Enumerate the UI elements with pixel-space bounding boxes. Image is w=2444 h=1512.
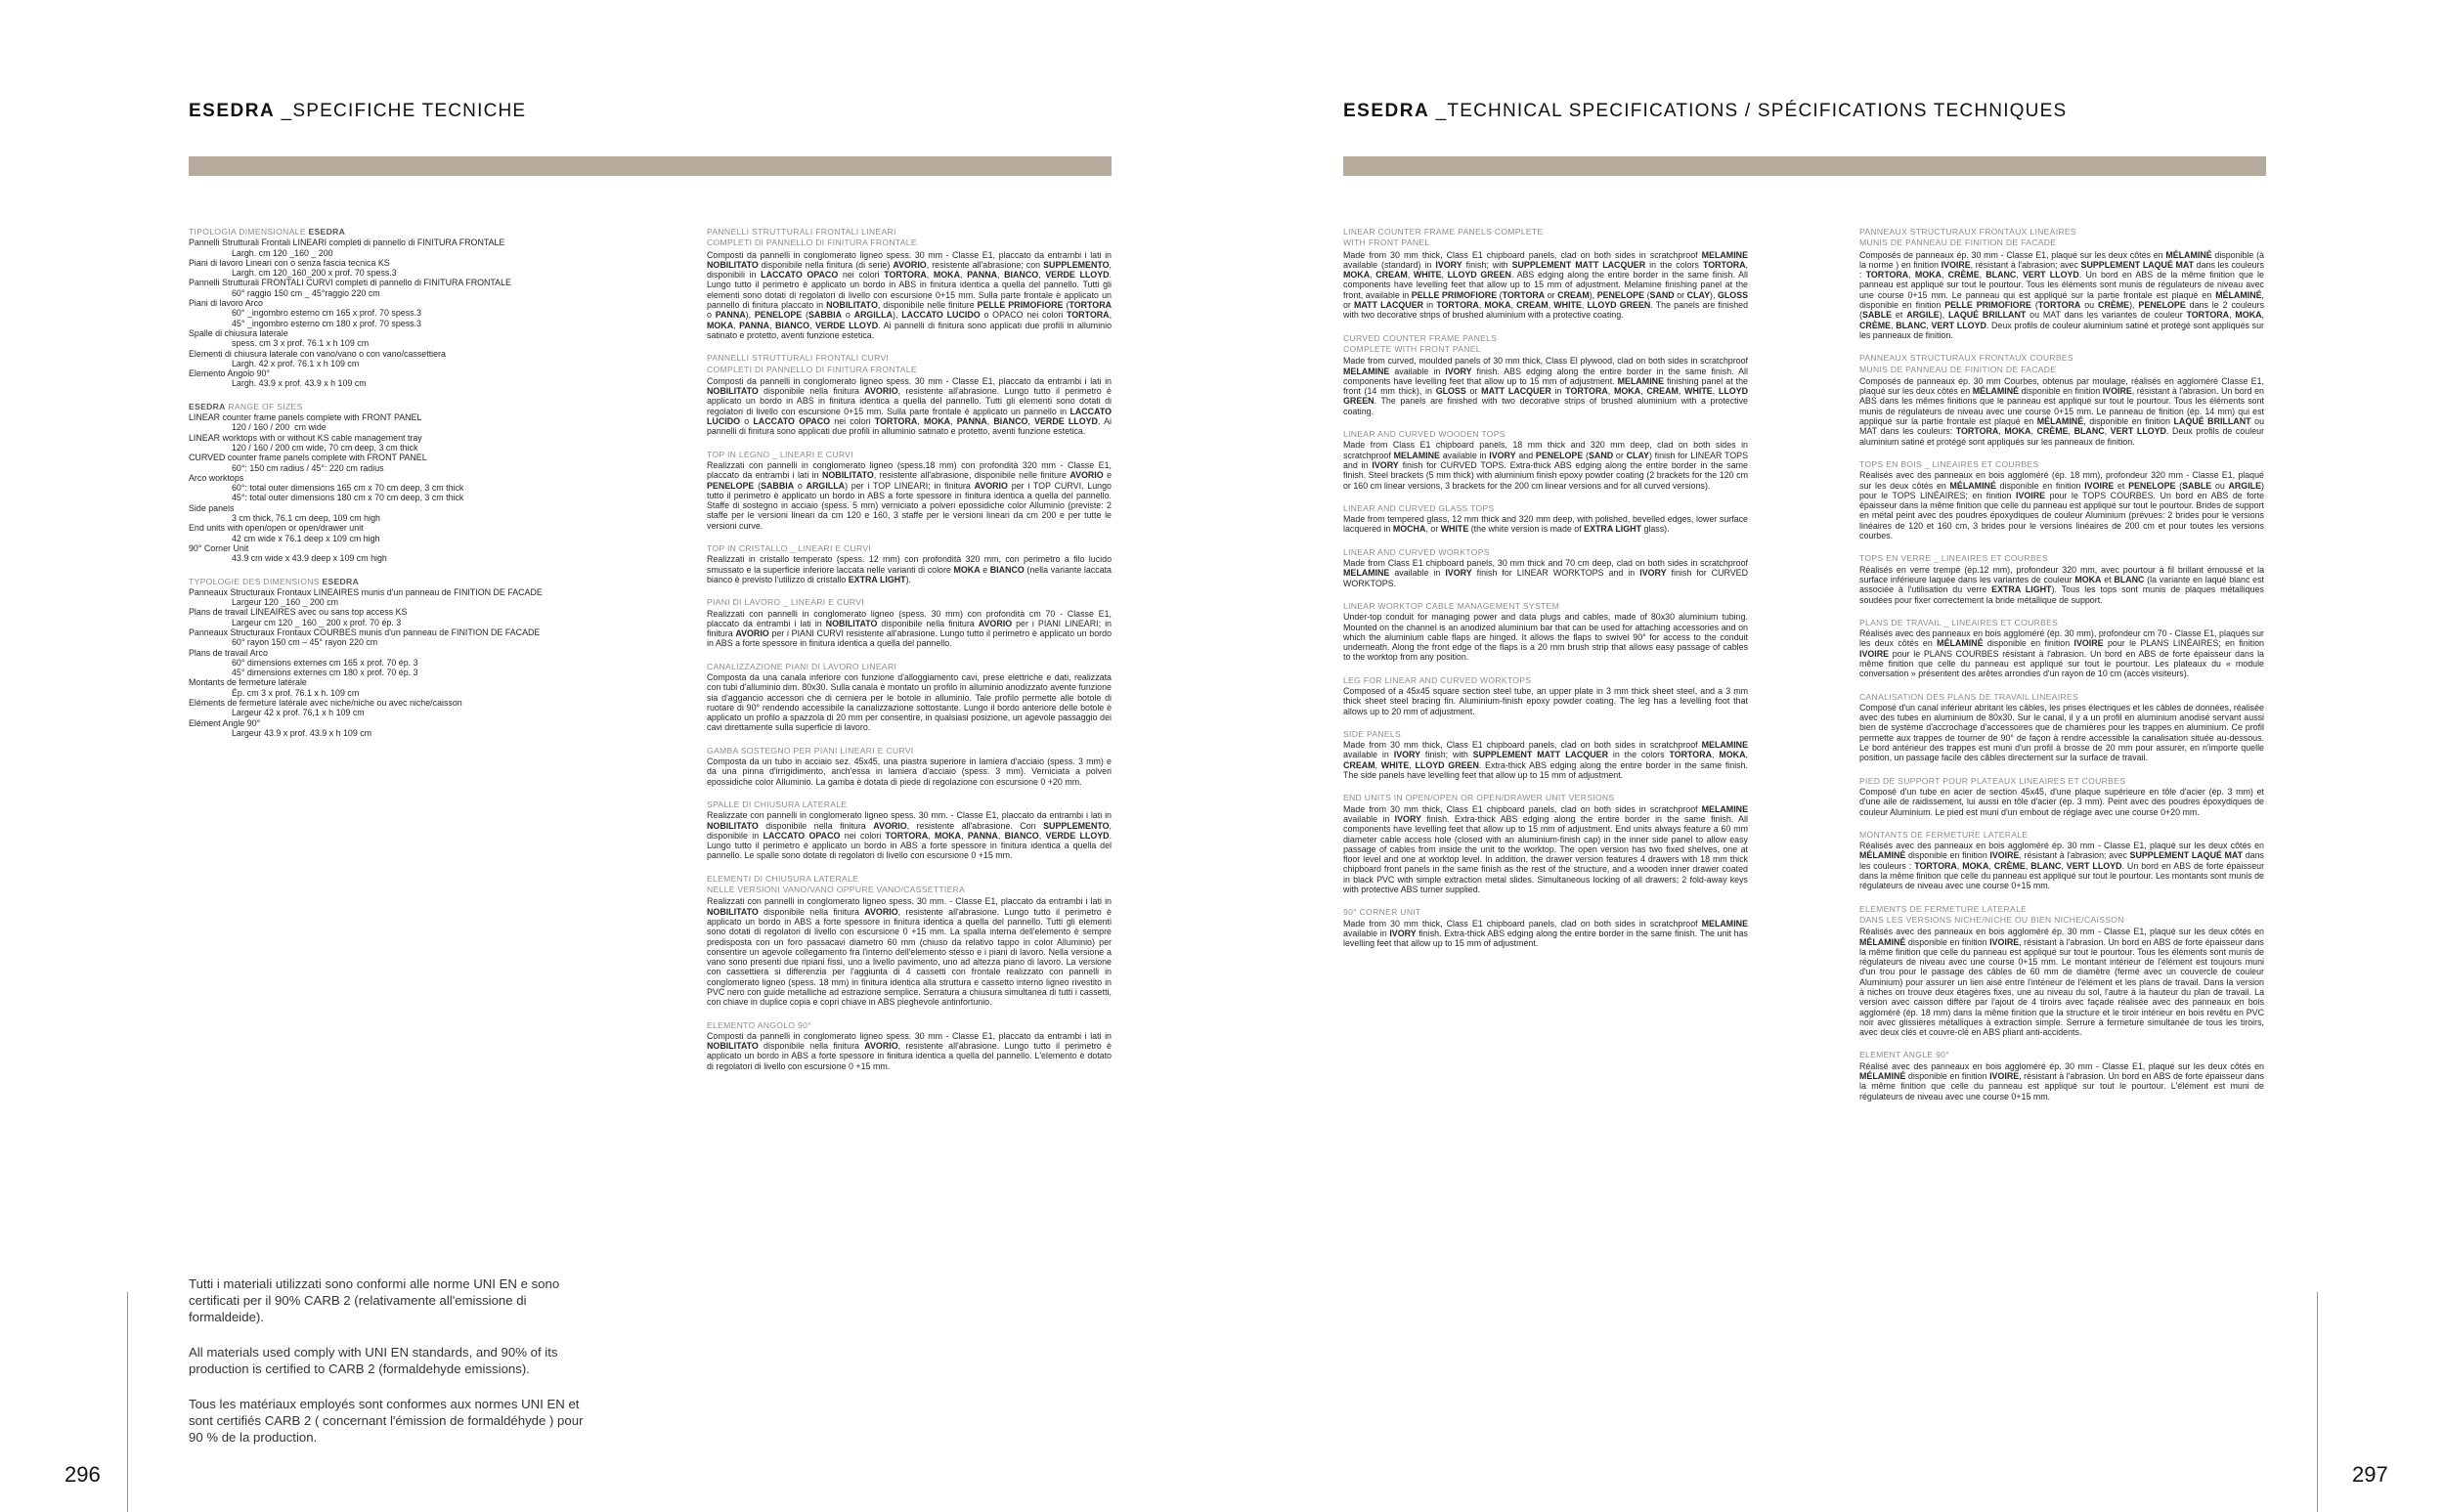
size-line: Montants de fermeture latérale <box>189 677 307 688</box>
section-text: Made from Class E1 chipboard panels, 30 mm thick and 70 cm deep, clad on both sides in scratchproof MELAMINE available in IVORY finish for LINEAR WORKTOPS and in IVORY finish for CURVED WORKTOPS. <box>1343 558 1748 588</box>
size-line: 45° dimensions externes cm 180 x prof. 70 ép. 3 <box>232 668 418 678</box>
size-line: 42 cm wide x 76.1 deep x 109 cm high <box>232 533 380 543</box>
section-text: Composé d'un tube en acier de section 45x45, d'une plaque supérieure en tôle d'acier (ép. 3 mm) et d'une aile de raidissement, lui aussi en tôle d'acier (ép. 3 mm). Peint avec des poudres époxydiques de couleur Aluminium. Le pied est muni d'un embout de réglage avec une course 0+20 mm. <box>1859 786 2264 817</box>
section-text: Realizzati con pannelli in conglomerato ligneo spess. 30 mm. - Classe E1, placcato da entrambi i lati in NOBILITATO disponibile nella finitura AVORIO, resistente all'abrasione. Lungo tutto il perimetro è applicato un bordo in ABS a forte spessore in finitura identica a quella del pannello. Tutti gli elementi sono dotati di regolatori di livello con escursione 0 +15 mm. La spalla interna dell'elemento è sempre predisposta con un foro passacavi diametro 60 mm (chiuso da relativo tappo in color Alluminio) per consentire un agevole collegamento fra l'interno dell'elemento stesso e i piani di lavoro. Nella versione a vano sono presenti due ripiani fissi, uno a livello pavimento, uno ad altezza piano di lavoro. La versione con cassettiera si differenzia per l'aggiunta di 4 cassetti con frontale realizzato con pannelli in conglomerato ligneo (spess. 18 mm) in finitura identica alla struttura e cassetto interno ligneo rivestito in PVC nero con guide metalliche ad estrazione semplice. Serratura a chiusura simultanea di tutti i cassetti, con chiave in duplice copia e copri chiave in ABS pieghevole antinfortunio. <box>707 896 1112 1008</box>
page-title-left: ESEDRA _SPECIFICHE TECNICHE <box>189 101 527 121</box>
section-text: Realizzate con pannelli in conglomerato ligneo spess. 30 mm. - Classe E1, placcato da entrambi i lati in NOBILITATO disponibile nella finitura AVORIO, resistente all'abrasione. Con SUPPLEMENTO, disponibile in LACCATO OPACO nei colori TORTORA, MOKA, PANNA, BIANCO, VERDE LLOYD. Lungo tutto il perimetro è applicato un bordo in ABS a forte spessore in finitura identica a quella del pannello. Le spalle sono dotate di regolatori di livello con escursione 0 +15 mm. <box>707 810 1113 861</box>
size-line: Plans de travail Arco <box>189 647 268 658</box>
section-text: Made from 30 mm thick, Class E1 chipboard panels, clad on both sides in scratchproof MELAMINE available (standard) in IVORY finish; with SUPPLEMENT MATT LACQUER in the colors TORTORA, MOKA, CREAM, WHITE, LLOYD GREEN. ABS edging along the entire border in the same finish. All components have levelling feet that allow up to 15 mm of adjustment. Melamine finishing panel at the front, available in PELLE PRIMOFIORE (TORTORA or CREAM), PENELOPE (SAND or CLAY), GLOSS or MATT LACQUER in TORTORA, MOKA, CREAM, WHITE, LLOYD GREEN. The panels are finished with two decorative strips of brushed aluminium with a protective coating. <box>1343 249 1749 321</box>
size-line: 3 cm thick, 76.1 cm deep, 109 cm high <box>232 513 380 524</box>
size-line: 43.9 cm wide x 43.9 deep x 109 cm high <box>232 553 387 564</box>
section-heading: CANALIZZAZIONE PIANI DI LAVORO LINEARI <box>707 661 897 671</box>
size-line: Eléments de fermeture latérale avec niche/niche ou avec niche/caisson <box>189 698 462 709</box>
section-subheading: MUNIS DE PANNEAU DE FINITION DE FACADE <box>1859 238 2057 248</box>
section-heading: LINEAR AND CURVED WOODEN TOPS <box>1343 429 1506 440</box>
section-text: Composti da pannelli in conglomerato ligneo spess. 30 mm - Classe E1, placcato da entrambi i lati in NOBILITATO disponibile nella finitura (di serie) AVORIO, resistente all'abrasione; con SUPPLEMENTO, disponibili in LACCATO OPACO nei colori TORTORA, MOKA, PANNA, BIANCO, VERDE LLOYD. Lungo tutto il perimetro è applicato un bordo in ABS in finitura identica a quella del pannello. Tutti gli elementi sono dotati di regolatori di livello con escursione 0+15 mm. Sulla parte frontale è applicato un pannello di finitura placcato in NOBILITATO, disponibile nelle finiture PELLE PRIMOFIORE (TORTORA o PANNA), PENELOPE (SABBIA o ARGILLA), LACCATO LUCIDO o OPACO nei colori TORTORA, MOKA, PANNA, BIANCO, VERDE LLOYD. Ai pannelli di finitura sono applicati due profili in alluminio satinato e protetto, aventi funzione estetica. <box>707 249 1113 340</box>
page-number-left: 296 <box>65 1462 101 1487</box>
section-text: Realizzati in cristallo temperato (spess. 12 mm) con profondità 320 mm, con perimetro a filo lucido smussato e la superficie inferiore laccata nelle varianti di colore MOKA e BIANCO (nella variante laccata bianco è previsto l'utilizzo di cristallo EXTRA LIGHT). <box>707 554 1112 584</box>
section-text: Réalisés avec des panneaux en bois aggloméré (ép. 18 mm), profondeur 320 mm - Classe E1, plaqué sur les deux côtés en MÉLAMINÉ disponible en finition IVOIRE et PENELOPE (SABLE ou ARGILE) pour le TOPS LINÉAIRES; en finition IVOIRE pour le TOPS COURBES. Un bord en ABS de forte épaisseur dans la même finition que celle du panneau est appliqué sur tout le pourtour. Brides de support en métal peint avec des poudres époxydiques de couleur Aluminium (prévues: 2 brides pour le versions linéaires de 120 et 160 cm, 3 brides pour le versions linéaires de 200 cm et pour toutes les versions courbes. <box>1859 470 2264 541</box>
section-heading: GAMBA SOSTEGNO PER PIANI LINEARI E CURVI <box>707 745 914 756</box>
size-line: spess. cm 3 x prof. 76.1 x h 109 cm <box>232 338 370 349</box>
size-line: Largh. cm 120_160_200 x prof. 70 spess.3 <box>232 268 397 279</box>
size-line: End units with open/open or open/drawer unit <box>189 523 364 534</box>
section-text: Composti da pannelli in conglomerato ligneo spess. 30 mm - Classe E1, placcato da entrambi i lati in NOBILITATO disponibile nella finitura AVORIO, resistente all'abrasione. Lungo tutto il perimetro è applicato un bordo in ABS in finitura identica a quella del pannello. Tutti gli elementi sono dotati di regolatori di livello con escursione 0+15 mm. Sulla parte frontale è applicato un pannello in LACCATO LUCIDO o LACCATO OPACO nei colori TORTORA, MOKA, PANNA, BIANCO, VERDE LLOYD. Ai pannelli di finitura sono applicati due profili in alluminio satinato e protetto, aventi funzione estetica. <box>707 375 1113 437</box>
section-heading: LEG FOR LINEAR AND CURVED WORKTOPS <box>1343 674 1532 685</box>
section-heading: ELEMENTS DE FERMETURE LATERALE <box>1859 903 2028 914</box>
section-heading: PIED DE SUPPORT POUR PLATEAUX LINEAIRES ET COURBES <box>1859 775 2126 786</box>
footnote-en: All materials used comply with UNI EN standards, and 90% of its production is certified to CARB 2 (formaldehyde emissions). <box>189 1345 558 1376</box>
section-heading: PLANS DE TRAVAIL _ LINEAIRES ET COURBES <box>1859 617 2059 627</box>
size-line: Piani di lavoro Arco <box>189 298 263 309</box>
section-text: Made from Class E1 chipboard panels, 18 mm thick and 320 mm deep, clad on both sides in scratchproof MELAMINE available in IVORY and PENELOPE (SAND or CLAY) finish for LINEAR TOPS and in IVORY finish for CURVED TOPS. Extra-thick ABS edging along the entire border in the same finish. Steel brackets (5 mm thick) with aluminium finish epoxy powder coating (2 brackets for the 120 cm or 160 cm linear versions, 3 brackets for the 200 cm linear versions and for all curved versions). <box>1343 440 1748 491</box>
section-text: Made from 30 mm thick, Class E1 chipboard panels, clad on both sides in scratchproof MELAMINE available in IVORY finish. Extra-thick ABS edging along the entire border in the same finish. The unit has levelling feet that allow up to 15 mm of adjustment. <box>1343 918 1748 949</box>
section-heading: PIANI DI LAVORO _ LINEARI E CURVI <box>707 597 864 608</box>
section-text: Réalisés en verre trempé (ép.12 mm), profondeur 320 mm, avec pourtour à fil brillant émoussé et la surface inférieure laquée dans les variantes de couleur MOKA et BLANC (la variante en laqué blanc est associée à l'utilisation du verre EXTRA LIGHT). Tous les tops sont munis de plaques métalliques soudées pour fixer correctement la bride métallique de support. <box>1859 564 2264 605</box>
section-heading: LINEAR AND CURVED WORKTOPS <box>1343 546 1490 557</box>
page-number-right: 297 <box>2352 1462 2388 1487</box>
section-text: Realizzati con pannelli in conglomerato ligneo (spess.18 mm) con profondità 320 mm - Classe E1, placcato da entrambi i lati in NOBILITATO, resistente all'abrasione, disponibile nelle finiture AVORIO e PENELOPE (SABBIA o ARGILLA) per i TOP LINEARI; in finitura AVORIO per i TOP CURVI. Lungo tutto il perimetro è applicato un bordo in ABS a forte spessore in finitura identica a quella del pannello. Staffe di sostegno in acciaio (spess. 5 mm) verniciato a polveri epossidiche color Alluminio (previste: 2 staffe per le versioni lineari da cm 120 e 160, 3 staffe per le versioni lineari da cm 200 e per tutte le versioni curve. <box>707 459 1113 531</box>
section-subheading: COMPLETE WITH FRONT PANEL <box>1343 343 1481 354</box>
footnote-fr: Tous les matériaux employés sont conformes aux normes UNI EN et sont certifiés CARB 2 ( concernant l'émission de formaldéhyde ) pour 90 % de la production. <box>189 1397 584 1445</box>
section-heading: CURVED COUNTER FRAME PANELS <box>1343 332 1498 343</box>
section-heading: PANNELLI STRUTTURALI FRONTALI CURVI <box>707 353 890 364</box>
size-line: Panneaux Structuraux Frontaux LINEAIRES munis d'un panneau de FINITION DE FACADE <box>189 586 543 597</box>
size-line: Arco worktops <box>189 472 244 483</box>
section-text: Composta da una canala inferiore con funzione d'alloggiamento cavi, prese elettriche e dati, realizzata con tubi d'alluminio dim. 80x30. Sulla canala è montato un profilo in alluminio anodizzato avente funzione sia d'aggancio accessori che di cerniera per le botole in alluminio. Tale profilo permette alle botole di ruotare di 90° rendendo accessibile la canalizzazione sottostante. Lungo il bordo anteriore delle botole è applicato un profilo a spazzola di 20 mm per consentire, in qualsiasi posizione, un agevole passaggio dei cavi direttamente sulla superficie di lavoro. <box>707 671 1112 733</box>
size-line: Largeur 42 x prof. 76,1 x h 109 cm <box>232 708 365 718</box>
size-section-heading: TIPOLOGIA DIMENSIONALE ESEDRA <box>189 227 346 237</box>
section-text: Composés de panneaux ép. 30 mm - Classe E1, plaqué sur les deux côtés en MÉLAMINÉ disponible (à la norme ) en finition IVOIRE, résistant à l'abrasion; avec SUPPLEMENT LAQUÉ MAT dans les couleurs : TORTORA, MOKA, CRÈME, BLANC, VERT LLOYD. Un bord en ABS de la même finition que le panneau est appliqué sur tout le pourtour. Tous les éléments sont munis de régulateurs de niveau avec une course 0+15 mm. Le panneau qui est appliqué sur la partie frontale est plaqué en MÉLAMINÉ, disponible en finition PELLE PRIMOFIORE (TORTORA ou CRÈME), PENELOPE dans le 2 couleurs (SABLE et ARGILE), LAQUÉ BRILLANT ou MAT dans les variantes de couleur TORTORA, MOKA, CRÈME, BLANC, VERT LLOYD. Deux profils de couleur aluminium satiné et protégé sont appliqués sur les panneaux de finition. <box>1859 249 2265 340</box>
size-line: 60° raggio 150 cm _ 45°raggio 220 cm <box>232 287 380 298</box>
section-text: Made from 30 mm thick, Class E1 chipboard panels, clad on both sides in scratchproof MELAMINE available in IVORY finish; with SUPPLEMENT MATT LACQUER in the colors TORTORA, MOKA, CREAM, WHITE, LLOYD GREEN. Extra-thick ABS edging along the entire border in the same finish. The side panels have levelling feet that allow up to 15 mm of adjustment. <box>1343 740 1749 781</box>
size-line: Pannelli Strutturali FRONTALI CURVI completi di pannello di FINITURA FRONTALE <box>189 278 511 288</box>
size-section-heading: ESEDRA RANGE OF SIZES <box>189 401 303 411</box>
section-heading: LINEAR AND CURVED GLASS TOPS <box>1343 502 1495 513</box>
section-text: Realizzati con pannelli in conglomerato ligneo (spess. 30 mm) con profondità cm 70 - Classe E1, placcato da entrambi i lati in NOBILITATO disponibile nella finitura AVORIO per i PIANI LINEARI; in finitura AVORIO per i PIANI CURVI resistente all'abrasione. Lungo tutto il perimetro è applicato un bordo in ABS a forte spessore in finitura identica a quella del pannello. <box>707 608 1113 649</box>
section-heading: ELEMENT ANGLE 90° <box>1859 1050 1949 1060</box>
section-text: Composé d'un canal inférieur abritant les câbles, les prises électriques et les câbles de données, réalisée avec des tubes en aluminium de 80x30. Sur le canal, il y a un profil en aluminium anodisé servant aussi bien de système d'accrochage d'accessoires que de charnières pour les trappes en aluminium. Ce profil permette aux trappes de tourner de 90° de façon à rendre accessible la canalisation située au-dessous. Le bord antérieur des trappes est muni d'un profil à brosse de 20 mm pour assurer, en n'importe quelle position, un passage facile des câbles directement sur la surface de travail. <box>1859 702 2264 763</box>
section-text: Composés de panneaux ép. 30 mm Courbes, obtenus par moulage, réalisés en aggloméré Classe E1, plaqué sur les deux côtés en MÉLAMINÉ disponible en finition IVOIRE, résistant à l'abrasion. Un bord en ABS dans les mêmes finitions que le panneau est appliqué sur tout le pourtour. Tous les éléments sont munis de régulateurs de niveau avec une course 0+15 mm. Le panneau de finition (ép. 14 mm) qui est appliqué sur la partie frontale est plaqué en MÉLAMINÉ, disponible en finition LAQUÉ BRILLANT ou MAT dans les couleurs: TORTORA, MOKA, CRÈME, BLANC, VERT LLOYD. Deux profils de couleur aluminium satiné et protégé sont appliqués sur les panneaux de finition. <box>1859 375 2265 447</box>
section-heading: PANNEAUX STRUCTURAUX FRONTAUX LINEAIRES <box>1859 227 2076 237</box>
size-line: LINEAR counter frame panels complete with FRONT PANEL <box>189 412 422 423</box>
section-subheading: COMPLETI DI PANNELLO DI FINITURA FRONTALE <box>707 238 917 248</box>
size-line: Largeur cm 120 _ 160 _ 200 x prof. 70 ép. 3 <box>232 617 402 627</box>
section-heading: PANNELLI STRUTTURALI FRONTALI LINEARI <box>707 227 896 237</box>
section-text: Under-top conduit for managing power and data plugs and cables, made of 80x30 aluminium tubing. Mounted on the channel is an anodized aluminium bar that can be used for attaching accessories and on which the aluminium cable flaps are hinged. It allows the flaps to swivel 90° for access to the conduit underneath. Along the front edge of the flaps is a 20 mm brush strip that allows easy passage of cables to the worktop from any position. <box>1343 612 1748 663</box>
section-text: Réalisés avec des panneaux en bois aggloméré ép. 30 mm - Classe E1, plaqué sur les deux côtés en MÉLAMINÉ disponible en finition IVOIRE, résistant à l'abrasion; avec SUPPLEMENT LAQUÉ MAT dans les couleurs : TORTORA, MOKA, CRÈME, BLANC, VERT LLOYD. Un bord en ABS de forte épaisseur dans la même finition que celle du panneau est appliqué sur tout le pourtour. Les montants sont munis de régulateurs de niveau avec une course 0+15 mm. <box>1859 841 2265 891</box>
size-line: Elemento Angolo 90° <box>189 368 270 379</box>
page-margin-line-left <box>127 1292 128 1512</box>
section-subheading: DANS LES VERSIONS NICHE/NICHE OU BIEN NICHE/CAISSON <box>1859 914 2124 925</box>
size-line: Largh. cm 120 _160 _ 200 <box>232 247 333 258</box>
section-heading: TOP IN CRISTALLO _ LINEARI E CURVI <box>707 543 872 554</box>
size-line: 90° Corner Unit <box>189 542 249 553</box>
header-rule-bar-left <box>189 156 1112 176</box>
size-line: Plans de travail LINEAIRES avec ou sans top access KS <box>189 607 408 618</box>
size-line: Pannelli Strutturali Frontali LINEARI completi di pannello di FINITURA FRONTALE <box>189 238 505 248</box>
size-line: 60°: 150 cm radius / 45°: 220 cm radius <box>232 462 384 473</box>
section-subheading: COMPLETI DI PANNELLO DI FINITURA FRONTALE <box>707 364 917 374</box>
section-heading: MONTANTS DE FERMETURE LATERALE <box>1859 829 2029 840</box>
section-subheading: MUNIS DE PANNEAU DE FINITION DE FACADE <box>1859 364 2057 374</box>
section-heading: LINEAR COUNTER FRAME PANELS COMPLETE <box>1343 227 1544 237</box>
header-rule-bar-right <box>1343 156 2266 176</box>
section-heading: PANNEAUX STRUCTURAUX FRONTAUX COURBES <box>1859 353 2073 364</box>
size-line: CURVED counter frame panels complete with FRONT PANEL <box>189 453 427 463</box>
size-line: Largh. 42 x prof. 76.1 x h 109 cm <box>232 358 360 368</box>
size-line: 60° _ingombro esterno cm 165 x prof. 70 spess.3 <box>232 308 421 319</box>
size-line: 60° rayon 150 cm – 45° rayon 220 cm <box>232 637 378 648</box>
size-line: Largeur 43.9 x prof. 43.9 x h 109 cm <box>232 727 372 738</box>
section-heading: CANALISATION DES PLANS DE TRAVAIL LINEAIRES <box>1859 691 2078 702</box>
section-text: Made from tempered glass, 12 mm thick and 320 mm deep, with polished, bevelled edges, lower surface lacquered in MOCHA, or WHITE (the white version is made of EXTRA LIGHT glass). <box>1343 514 1748 535</box>
section-heading: SPALLE DI CHIUSURA LATERALE <box>707 799 848 809</box>
section-text: Composti da pannelli in conglomerato ligneo spess. 30 mm - Classe E1, placcato da entrambi i lati in NOBILITATO disponibile nella finitura AVORIO, resistente all'abrasione. Lungo tutto il perimetro è applicato un bordo in ABS a forte spessore in finitura identica a quella del pannello. L'elemento è dotato di regolatori di livello con escursione 0 +15 mm. <box>707 1030 1112 1071</box>
section-text: Réalisés avec des panneaux en bois aggloméré ép. 30 mm - Classe E1, plaqué sur les deux côtés en MÉLAMINÉ disponible en finition IVOIRE, résistant à l'abrasion. Un bord en ABS de forte épaisseur dans la même finition que celle du panneau est appliqué sur tout le pourtour. Tous les éléments sont munis de régulateurs de niveau avec une course 0+15 mm. Le montant intérieur de l'élément est toujours muni d'un trou pour le passage des câbles de 60 mm de diamètre (fermé avec un couvercle de couleur Aluminium) pour assurer un lien aisé entre l'intérieur de l'élément et les plans de travail. Dans la version à niches on trouve deux étagères fixes, une au niveau du sol, l'autre à la hauteur du plan de travail. La version avec caisson diffère par l'ajout de 4 tiroirs avec façade réalisée avec des panneaux en bois aggloméré (ép. 18 mm) dans la même finition que la structure et le tiroir intérieur en bois revêtu en PVC noir avec glissières métalliques à extraction simple. Serrure à fermeture simultanée de tous les tiroirs, avec deux clés et couvre-clé en ABS pliant anti-accidents. <box>1859 927 2264 1038</box>
size-line: Piani di lavoro Lineari con o senza fascia tecnica KS <box>189 257 390 268</box>
page-title-right: ESEDRA _TECHNICAL SPECIFICATIONS / SPÉCIFICATIONS TECHNIQUES <box>1343 101 2068 121</box>
french-specs-column <box>1859 227 2264 1439</box>
section-text: Composta da un tubo in acciaio sez. 45x45, una piastra superiore in lamiera d'acciaio (spess. 3 mm) e da una pinna d'irrigidimento, anch'essa in lamiera d'acciaio (spess. 3 mm). Verniciata a polveri epossidiche color Alluminio. La gamba è dotata di piede di regolazione con escursione 0 +20 mm. <box>707 756 1112 787</box>
section-subheading: NELLE VERSIONI VANO/VANO OPPURE VANO/CASSETTIERA <box>707 885 966 895</box>
page-margin-line-right <box>2317 1292 2318 1512</box>
size-line: Side panels <box>189 502 235 513</box>
size-line: LINEAR worktops with or without KS cable management tray <box>189 432 422 443</box>
section-subheading: WITH FRONT PANEL <box>1343 238 1430 248</box>
size-line: Largeur 120 _160 _ 200 cm <box>232 597 339 608</box>
section-heading: LINEAR WORKTOP CABLE MANAGEMENT SYSTEM <box>1343 600 1560 611</box>
size-section-heading: TYPOLOGIE DES DIMENSIONS ESEDRA <box>189 576 360 586</box>
size-line: 120 / 160 / 200 cm wide <box>232 422 327 433</box>
materials-footnote <box>189 1275 599 1464</box>
section-heading: TOPS EN VERRE _ LINEAIRES ET COURBES <box>1859 553 2048 564</box>
size-range-column <box>189 227 589 738</box>
section-heading: TOPS EN BOIS _ LINEAIRES ET COURBES <box>1859 458 2039 469</box>
section-text: Composed of a 45x45 square section steel tube, an upper plate in 3 mm thick sheet steel, and a 3 mm thick sheet steel bracing fin. Aluminium-finish epoxy powder coating. The leg has a levelling foot that allows up to 20 mm of adjustment. <box>1343 685 1748 716</box>
section-text: Made from 30 mm thick, Class E1 chipboard panels, clad on both sides in scratchproof MELAMINE available in IVORY finish. Extra-thick ABS edging along the entire border in the same finish. All components have levelling feet that allow up to 15 mm of adjustment. End units always feature a 60 mm diameter cable access hole (closed with an aluminium-finish cap) in the inner side panel to allow easy passage of cables from inside the unit to the worktop. The open version has two fixed shelves, one at floor level and one at worktop level. In addition, the drawer version features 4 drawers with 18 mm thick chipboard front panels in the same finish as the rest of the structure, and a wooden inner drawer coated in black PVC with simple extraction metal slides. Simultaneous locking of all drawers; 2 fold-away keys with protective ABS turner supplied. <box>1343 803 1748 895</box>
section-text: Réalisé avec des panneaux en bois aggloméré ép. 30 mm - Classe E1, plaqué sur les deux côtés en MÉLAMINÉ disponible en finition IVOIRE, résistant à l'abrasion. Un bord en ABS de forte épaisseur dans la même finition que celle du panneau est appliqué sur tout le pourtour. L'élément est muni de régulateurs de niveau avec une course 0+15 mm. <box>1859 1060 2264 1102</box>
size-line: 60°: total outer dimensions 165 cm x 70 cm deep, 3 cm thick <box>232 483 464 494</box>
section-heading: ELEMENTO ANGOLO 90° <box>707 1019 811 1030</box>
section-heading: TOP IN LEGNO _ LINEARI E CURVI <box>707 449 853 459</box>
size-line: Elément Angle 90° <box>189 717 261 728</box>
right-page <box>1222 0 2444 1512</box>
size-line: 60° dimensions externes cm 165 x prof. 70 ép. 3 <box>232 657 418 668</box>
section-heading: 90° CORNER UNIT <box>1343 907 1421 918</box>
size-line: Ép. cm 3 x prof. 76.1 x h. 109 cm <box>232 687 360 698</box>
size-line: 120 / 160 / 200 cm wide, 70 cm deep, 3 cm thick <box>232 442 418 453</box>
section-heading: SIDE PANELS <box>1343 728 1402 739</box>
size-line: Panneaux Structuraux Frontaux COURBES munis d'un panneau de FINITION DE FACADE <box>189 626 541 637</box>
size-line: 45°: total outer dimensions 180 cm x 70 cm deep, 3 cm thick <box>232 493 464 503</box>
section-text: Made from curved, moulded panels of 30 mm thick, Class El plywood, clad on both sides in scratchproof MELAMINE available in IVORY finish. ABS edging along the entire border in the same finish. All components have levelling feet that allow up to 15 mm of adjustment. MELAMINE finishing panel at the front (14 mm thick), in GLOSS or MATT LACQUER in TORTORA, MOKA, CREAM, WHITE, LLOYD GREEN. The panels are finished with two decorative strips of brushed aluminium with a protective coating. <box>1343 356 1748 416</box>
italian-specs-column <box>707 227 1112 1439</box>
footnote-it: Tutti i materiali utilizzati sono conformi alle norme UNI EN e sono certificati per il 90% CARB 2 (relativamente all'emissione di formaldeide). <box>189 1276 560 1324</box>
section-text: Réalisés avec des panneaux en bois aggloméré (ép. 30 mm), profondeur cm 70 - Classe E1, plaqués sur les deux côtés en MÉLAMINÉ disponible en finition IVOIRE pour le PLANS LINÉAIRES; en finition IVOIRE pour le PLANS COURBES résistant à l'abrasion. Un bord en ABS de forte épaisseur dans la même finition que celle du panneau est appliqué sur tout le pourtour. Les plateaux du « module conversation » présentent des arêtes arrondies d'un rayon de 10 cm (accès visiteurs). <box>1859 628 2264 679</box>
section-heading: END UNITS IN OPEN/OPEN OR OPEN/DRAWER UNIT VERSIONS <box>1343 793 1615 803</box>
english-specs-column <box>1343 227 1748 1439</box>
size-line: Elementi di chiusura laterale con vano/vano o con vano/cassettiera <box>189 348 446 359</box>
size-line: Largh. 43.9 x prof. 43.9 x h 109 cm <box>232 378 367 389</box>
size-line: Spalle di chiusura laterale <box>189 327 288 338</box>
size-line: 45° _ingombro esterno cm 180 x prof. 70 spess.3 <box>232 318 421 328</box>
section-heading: ELEMENTI DI CHIUSURA LATERALE <box>707 873 859 884</box>
